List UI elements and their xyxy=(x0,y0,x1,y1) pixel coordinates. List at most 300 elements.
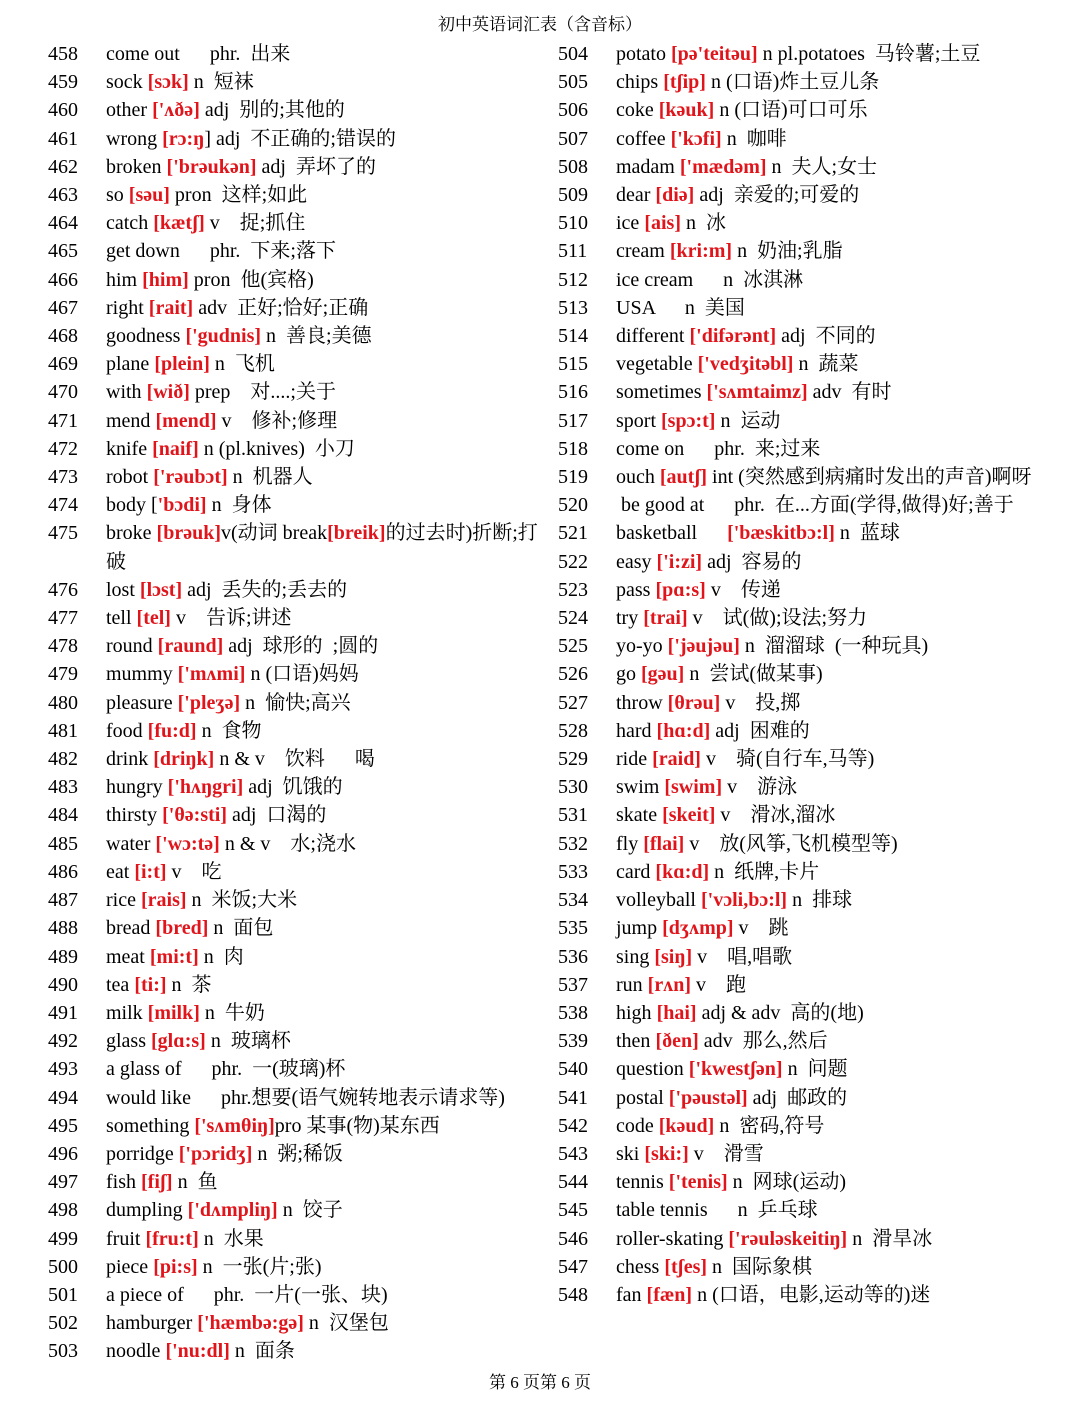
vocab-entry xyxy=(558,773,1032,801)
entry-text xyxy=(106,1309,540,1337)
entry-text-segment: v 唱,唱歌 xyxy=(692,945,793,968)
entry-text-segment: n 奶油;乳脂 xyxy=(732,240,843,263)
entry-text-segment: go xyxy=(616,663,641,686)
entry-text-segment: adj 困难的 xyxy=(710,719,810,742)
vocab-entry xyxy=(558,153,1032,181)
entry-number: 541 xyxy=(558,1086,588,1109)
entry-text-segment: n 蔬菜 xyxy=(793,353,859,376)
vocab-entry xyxy=(558,1253,1032,1281)
phonetic-transcription: [raund] xyxy=(157,635,224,658)
phonetic-transcription: [naif] xyxy=(152,437,199,460)
vocab-entry xyxy=(558,463,1032,491)
vocab-entry xyxy=(558,237,1032,265)
entry-text-segment: adj 丢失的;丢去的 xyxy=(182,578,348,601)
entry-text-segment: goodness xyxy=(106,325,186,348)
entry-text-segment: ouch xyxy=(616,466,660,489)
phonetic-transcription: [kəud] xyxy=(658,1114,715,1137)
entry-number: 469 xyxy=(48,353,78,376)
entry-text-segment: would like phr.想要(语气婉转地表示请求等) xyxy=(106,1086,505,1109)
phonetic-transcription: ['θə:sti] xyxy=(162,804,227,827)
entry-text-segment: easy xyxy=(616,550,657,573)
entry-text-segment: n 玻璃杯 xyxy=(205,1030,291,1053)
vocab-entry xyxy=(558,830,1032,858)
entry-text-segment: run xyxy=(616,973,648,996)
entry-text-segment: glass xyxy=(106,1030,151,1053)
entry-text-segment: different xyxy=(616,325,690,348)
entry-text-segment: n 飞机 xyxy=(209,353,275,376)
vocab-entry xyxy=(48,1027,540,1055)
vocab-entry xyxy=(48,1140,540,1168)
entry-number: 526 xyxy=(558,663,588,686)
entry-number: 473 xyxy=(48,466,78,489)
phonetic-transcription: ['nu:dl] xyxy=(165,1340,230,1363)
entry-text-segment: body [ xyxy=(106,494,158,517)
vocab-entry xyxy=(558,266,1032,294)
entry-number: 519 xyxy=(558,466,588,489)
entry-text-segment: dear xyxy=(616,184,656,207)
entry-number: 467 xyxy=(48,296,78,319)
vocab-entry xyxy=(558,1112,1032,1140)
vocab-entry xyxy=(48,1084,540,1112)
entry-text-segment: card xyxy=(616,860,656,883)
phonetic-transcription: [wið] xyxy=(146,381,190,404)
entry-text xyxy=(106,153,540,181)
entry-text-segment: n 短袜 xyxy=(188,71,254,94)
entry-text-segment: adj 容易的 xyxy=(702,550,802,573)
phonetic-transcription: 'bɔdi] xyxy=(157,494,207,517)
entry-text xyxy=(106,717,540,745)
entry-text xyxy=(616,266,1032,294)
entry-text-segment: adv 有时 xyxy=(807,381,892,404)
vocab-entry xyxy=(558,491,1032,519)
entry-text-segment: adj 不同的 xyxy=(776,325,876,348)
phonetic-transcription: ['vedʒitəbl] xyxy=(697,353,794,376)
entry-number: 507 xyxy=(558,127,588,150)
vocab-entry xyxy=(558,548,1032,576)
vocab-entry xyxy=(558,604,1032,632)
phonetic-transcription: ['hʌŋgri] xyxy=(167,776,244,799)
entry-text xyxy=(616,717,1032,745)
vocab-entry xyxy=(558,886,1032,914)
entry-number: 540 xyxy=(558,1058,588,1081)
phonetic-transcription: [gəu] xyxy=(641,663,685,686)
entry-number: 543 xyxy=(558,1142,588,1165)
vocab-entry xyxy=(558,1196,1032,1224)
vocab-column-right xyxy=(558,40,1032,1309)
entry-text-segment: adj 口渴的 xyxy=(226,804,327,827)
entry-number: 501 xyxy=(48,1283,78,1306)
phonetic-transcription: ['mædəm] xyxy=(679,155,767,178)
phonetic-transcription: ['sʌmθiŋ] xyxy=(194,1114,275,1137)
entry-text xyxy=(616,689,1032,717)
vocab-entry xyxy=(558,407,1032,435)
entry-text-segment: n (pl.knives) 小刀 xyxy=(198,437,355,460)
entry-number: 486 xyxy=(48,860,78,883)
entry-text-segment: code xyxy=(616,1114,659,1137)
entry-text-segment: dumpling xyxy=(106,1199,188,1222)
entry-text-segment: n 夫人;女士 xyxy=(766,155,878,178)
entry-text-segment: v 修补;修理 xyxy=(216,409,338,432)
phonetic-transcription: [tʃes] xyxy=(664,1255,708,1278)
entry-text-segment: v 游泳 xyxy=(722,776,798,799)
entry-number: 515 xyxy=(558,353,588,376)
entry-text xyxy=(616,1168,1032,1196)
entry-text-segment: so xyxy=(106,184,129,207)
entry-text-segment: tea xyxy=(106,973,135,996)
entry-text-segment: robot xyxy=(106,466,154,489)
entry-number: 495 xyxy=(48,1114,78,1137)
vocab-entry xyxy=(558,971,1032,999)
entry-text xyxy=(106,1281,540,1309)
vocab-entry xyxy=(48,68,540,96)
phonetic-transcription: ['mʌmi] xyxy=(177,663,246,686)
entry-number: 535 xyxy=(558,917,588,940)
vocab-entry xyxy=(558,943,1032,971)
entry-number: 513 xyxy=(558,296,588,319)
phonetic-transcription: ['tenis] xyxy=(668,1171,728,1194)
entry-text-segment: n 汉堡包 xyxy=(303,1312,389,1335)
entry-text xyxy=(616,1253,1032,1281)
entry-number: 534 xyxy=(558,889,588,912)
entry-text xyxy=(616,943,1032,971)
entry-text-segment: sport xyxy=(616,409,661,432)
entry-text-segment: fly xyxy=(616,832,644,855)
phonetic-transcription: ['i:zi] xyxy=(656,550,703,573)
entry-text xyxy=(616,1281,1032,1309)
entry-number: 500 xyxy=(48,1255,78,1278)
entry-text-segment: n 纸牌,卡片 xyxy=(709,860,820,883)
entry-number: 472 xyxy=(48,437,78,460)
phonetic-transcription: [səu] xyxy=(128,184,170,207)
entry-text-segment: tennis xyxy=(616,1171,669,1194)
vocab-entry xyxy=(48,96,540,124)
entry-text-segment: pron 他(宾格) xyxy=(188,268,314,291)
entry-text xyxy=(616,576,1032,604)
phonetic-transcription: [tel] xyxy=(136,607,171,630)
entry-text xyxy=(616,858,1032,886)
entry-text-segment: n 米饭;大米 xyxy=(186,889,298,912)
vocab-entry xyxy=(558,1084,1032,1112)
entry-text xyxy=(106,40,540,68)
vocab-entry xyxy=(558,435,1032,463)
phonetic-transcription: [skeit] xyxy=(662,804,716,827)
vocab-entry xyxy=(48,660,540,688)
entry-text-segment: n 愉快;高兴 xyxy=(240,691,351,714)
entry-text-segment: adj 邮政的 xyxy=(747,1086,848,1109)
vocab-entry xyxy=(48,237,540,265)
entry-text-segment: right xyxy=(106,296,149,319)
entry-text-segment: n 面包 xyxy=(208,917,274,940)
entry-text-segment: v(动词 break xyxy=(221,522,328,545)
entry-text-segment: yo-yo xyxy=(616,635,668,658)
entry-number: 525 xyxy=(558,635,588,658)
entry-text xyxy=(106,971,540,999)
phonetic-transcription: ['rəuləskeitiŋ] xyxy=(728,1227,848,1250)
vocab-entry xyxy=(48,153,540,181)
vocab-entry xyxy=(48,209,540,237)
vocab-entry xyxy=(558,1027,1032,1055)
phonetic-transcription: [fu:d] xyxy=(147,719,197,742)
vocab-entry xyxy=(48,886,540,914)
entry-number: 527 xyxy=(558,691,588,714)
phonetic-transcription: [diə] xyxy=(655,184,695,207)
entry-text-segment: n 粥;稀饭 xyxy=(252,1142,343,1165)
entry-text-segment: n (口语)妈妈 xyxy=(245,663,359,686)
entry-text xyxy=(106,435,540,463)
vocab-entry xyxy=(558,519,1032,547)
entry-text-segment: n 肉 xyxy=(198,945,244,968)
vocab-entry xyxy=(558,378,1032,406)
entry-text-segment: meat xyxy=(106,945,150,968)
phonetic-transcription: [mend] xyxy=(155,409,217,432)
entry-number: 505 xyxy=(558,71,588,94)
entry-text-segment: volleyball xyxy=(616,889,701,912)
phonetic-transcription: ['kwestʃən] xyxy=(688,1058,783,1081)
entry-text xyxy=(616,237,1032,265)
entry-text-segment: prep 对....;关于 xyxy=(189,381,336,404)
entry-text-segment: n 溜溜球 (一种玩具) xyxy=(739,635,929,658)
entry-text xyxy=(616,801,1032,829)
entry-text-segment: coke xyxy=(616,99,659,122)
phonetic-transcription: [swim] xyxy=(664,776,723,799)
entry-text xyxy=(106,604,540,632)
entry-text-segment: water xyxy=(106,832,156,855)
vocab-entry xyxy=(558,1055,1032,1083)
entry-text-segment: chips xyxy=(616,71,664,94)
vocab-entry xyxy=(48,435,540,463)
entry-number: 542 xyxy=(558,1114,588,1137)
vocab-entry xyxy=(48,181,540,209)
entry-text-segment: high xyxy=(616,1001,657,1024)
entry-number: 547 xyxy=(558,1255,588,1278)
entry-text xyxy=(106,209,540,237)
entry-text-segment: n & v 水;浇水 xyxy=(219,832,356,855)
entry-number: 477 xyxy=(48,607,78,630)
entry-number: 471 xyxy=(48,409,78,432)
phonetic-transcription: [plein] xyxy=(154,353,210,376)
vocab-entry xyxy=(558,858,1032,886)
entry-text xyxy=(616,181,1032,209)
phonetic-transcription: [kəuk] xyxy=(658,99,715,122)
entry-text-segment: n & v 饮料 喝 xyxy=(214,748,375,771)
entry-number: 539 xyxy=(558,1030,588,1053)
entry-number: 461 xyxy=(48,127,78,150)
entry-text xyxy=(616,604,1032,632)
vocab-entry xyxy=(48,125,540,153)
vocab-entry xyxy=(558,717,1032,745)
entry-text-segment: v 告诉;讲述 xyxy=(170,607,292,630)
page-header-title: 初中英语词汇表（含音标） xyxy=(438,15,642,34)
entry-text xyxy=(106,1027,540,1055)
entry-text-segment: adj 弄坏了的 xyxy=(256,155,376,178)
vocab-entry xyxy=(558,1225,1032,1253)
entry-number: 485 xyxy=(48,832,78,855)
entry-text-segment: hard xyxy=(616,719,657,742)
entry-text xyxy=(616,322,1032,350)
phonetic-transcription: ['dʌmpliŋ] xyxy=(187,1199,278,1222)
entry-number: 462 xyxy=(48,155,78,178)
entry-text-segment: 的过去时)折断;打破 xyxy=(106,522,538,573)
entry-text xyxy=(616,548,1032,576)
vocab-entry xyxy=(558,96,1032,124)
entry-text xyxy=(106,632,540,660)
entry-text-segment: v 试(做);设法;努力 xyxy=(687,607,868,630)
vocab-entry xyxy=(48,1168,540,1196)
entry-text-segment: skate xyxy=(616,804,663,827)
phonetic-transcription: [rɔ:ŋ xyxy=(162,127,205,150)
entry-text-segment: tell xyxy=(106,607,137,630)
entry-number: 517 xyxy=(558,409,588,432)
entry-text-segment: food xyxy=(106,719,148,742)
entry-text-segment: ice cream n 冰淇淋 xyxy=(616,268,804,291)
phonetic-transcription: [ðen] xyxy=(655,1030,699,1053)
entry-text-segment: broken xyxy=(106,155,167,178)
entry-text xyxy=(106,378,540,406)
entry-text xyxy=(616,999,1032,1027)
entry-number: 546 xyxy=(558,1227,588,1250)
phonetic-transcription: [brəuk] xyxy=(156,522,221,545)
entry-text-segment: knife xyxy=(106,437,153,460)
entry-text xyxy=(106,773,540,801)
entry-number: 548 xyxy=(558,1283,588,1306)
entry-text-segment: int (突然感到病痛时发出的声音)啊呀 xyxy=(707,466,1032,489)
entry-text-segment: n 食物 xyxy=(196,719,262,742)
vocab-entry xyxy=(48,943,540,971)
entry-text-segment: pleasure xyxy=(106,691,178,714)
phonetic-transcription: ['sʌmtaimz] xyxy=(706,381,808,404)
vocab-entry xyxy=(48,773,540,801)
entry-text xyxy=(616,519,1032,547)
entry-number: 494 xyxy=(48,1086,78,1109)
entry-text-segment: try xyxy=(616,607,644,630)
entry-text xyxy=(616,1196,1032,1224)
entry-text-segment: sing xyxy=(616,945,655,968)
entry-text-segment: n 尝试(做某事) xyxy=(684,663,823,686)
phonetic-transcription: [ski:] xyxy=(644,1142,689,1165)
entry-text-segment: adj 饥饿的 xyxy=(243,776,343,799)
entry-text-segment: n 运动 xyxy=(715,409,781,432)
entry-text-segment: plane xyxy=(106,353,155,376)
entry-text-segment: basketball xyxy=(616,522,728,545)
entry-text-segment: n (口语，电影,运动等的)迷 xyxy=(692,1283,931,1306)
vocab-entry xyxy=(48,350,540,378)
phonetic-transcription: [breik] xyxy=(327,522,386,545)
entry-text-segment: rice xyxy=(106,889,141,912)
entry-text xyxy=(616,125,1032,153)
entry-text xyxy=(616,435,1032,463)
vocab-entry xyxy=(48,689,540,717)
entry-text-segment: noodle xyxy=(106,1340,166,1363)
entry-number: 474 xyxy=(48,494,78,517)
entry-number: 490 xyxy=(48,973,78,996)
entry-text-segment: adj 球形的 ;圆的 xyxy=(223,635,379,658)
entry-text xyxy=(616,830,1032,858)
entry-number: 484 xyxy=(48,804,78,827)
entry-number: 466 xyxy=(48,268,78,291)
entry-text-segment: sometimes xyxy=(616,381,707,404)
entry-text xyxy=(106,689,540,717)
vocab-entry xyxy=(48,407,540,435)
entry-text-segment: come on phr. 来;过来 xyxy=(616,437,821,460)
vocab-entry xyxy=(558,125,1032,153)
entry-number: 504 xyxy=(558,43,588,65)
phonetic-transcription: ['ʌðə] xyxy=(152,99,200,122)
entry-text-segment: then xyxy=(616,1030,656,1053)
entry-number: 489 xyxy=(48,945,78,968)
entry-number: 509 xyxy=(558,184,588,207)
entry-text-segment: n pl.potatoes 马铃薯;土豆 xyxy=(757,43,981,65)
entry-text-segment: v 传递 xyxy=(705,578,781,601)
vocab-entry xyxy=(48,491,540,519)
phonetic-transcription: [hai] xyxy=(656,1001,697,1024)
entry-text xyxy=(616,96,1032,124)
phonetic-transcription: [rʌn] xyxy=(647,973,691,996)
entry-text-segment: drink xyxy=(106,748,154,771)
entry-text-segment: chess xyxy=(616,1255,665,1278)
entry-text xyxy=(106,68,540,96)
entry-text-segment: n (口语)炸土豆儿条 xyxy=(705,71,880,94)
entry-text-segment: postal xyxy=(616,1086,669,1109)
entry-text xyxy=(616,378,1032,406)
entry-text-segment: v 捉;抓住 xyxy=(204,212,306,235)
phonetic-transcription: [pɑ:s] xyxy=(655,578,706,601)
entry-text xyxy=(106,858,540,886)
entry-number: 533 xyxy=(558,860,588,883)
entry-text-segment: question xyxy=(616,1058,689,1081)
entry-number: 532 xyxy=(558,832,588,855)
entry-text-segment: pron 这样;如此 xyxy=(169,184,308,207)
vocab-entry xyxy=(48,1112,540,1140)
entry-text-segment: be good at phr. 在...方面(学得,做得)好;善于 xyxy=(616,494,1014,517)
entry-text-segment: adj 亲爱的;可爱的 xyxy=(694,184,860,207)
phonetic-transcription: [trai] xyxy=(643,607,688,630)
entry-text-segment: cream xyxy=(616,240,670,263)
entry-text-segment: n 机器人 xyxy=(227,466,313,489)
vocab-entry xyxy=(558,914,1032,942)
entry-text xyxy=(106,1196,540,1224)
phonetic-transcription: [fiʃ] xyxy=(141,1171,173,1194)
entry-text xyxy=(106,1084,540,1112)
entry-number: 496 xyxy=(48,1142,78,1165)
vocab-entry xyxy=(558,745,1032,773)
entry-text xyxy=(616,632,1032,660)
entry-text-segment: ski xyxy=(616,1142,645,1165)
entry-text xyxy=(106,801,540,829)
entry-text xyxy=(616,40,1032,68)
vocab-entry xyxy=(558,350,1032,378)
vocab-entry xyxy=(48,971,540,999)
phonetic-transcription: [glɑ:s] xyxy=(151,1030,206,1053)
entry-text-segment: hamburger xyxy=(106,1312,198,1335)
vocab-entry xyxy=(48,632,540,660)
vocab-entry xyxy=(558,1281,1032,1309)
entry-number: 531 xyxy=(558,804,588,827)
entry-number: 499 xyxy=(48,1227,78,1250)
entry-text xyxy=(106,519,540,575)
phonetic-transcription: [lɔst] xyxy=(139,578,183,601)
entry-text-segment: n 问题 xyxy=(782,1058,848,1081)
entry-text-segment: madam xyxy=(616,155,680,178)
entry-text xyxy=(616,886,1032,914)
entry-text-segment: fish xyxy=(106,1171,141,1194)
entry-text xyxy=(616,68,1032,96)
entry-text-segment: pro 某事(物)某东西 xyxy=(274,1114,440,1137)
phonetic-transcription: [mi:t] xyxy=(149,945,199,968)
entry-number: 503 xyxy=(48,1340,78,1363)
entry-text xyxy=(616,350,1032,378)
entry-text-segment: thirsty xyxy=(106,804,163,827)
entry-text xyxy=(106,181,540,209)
